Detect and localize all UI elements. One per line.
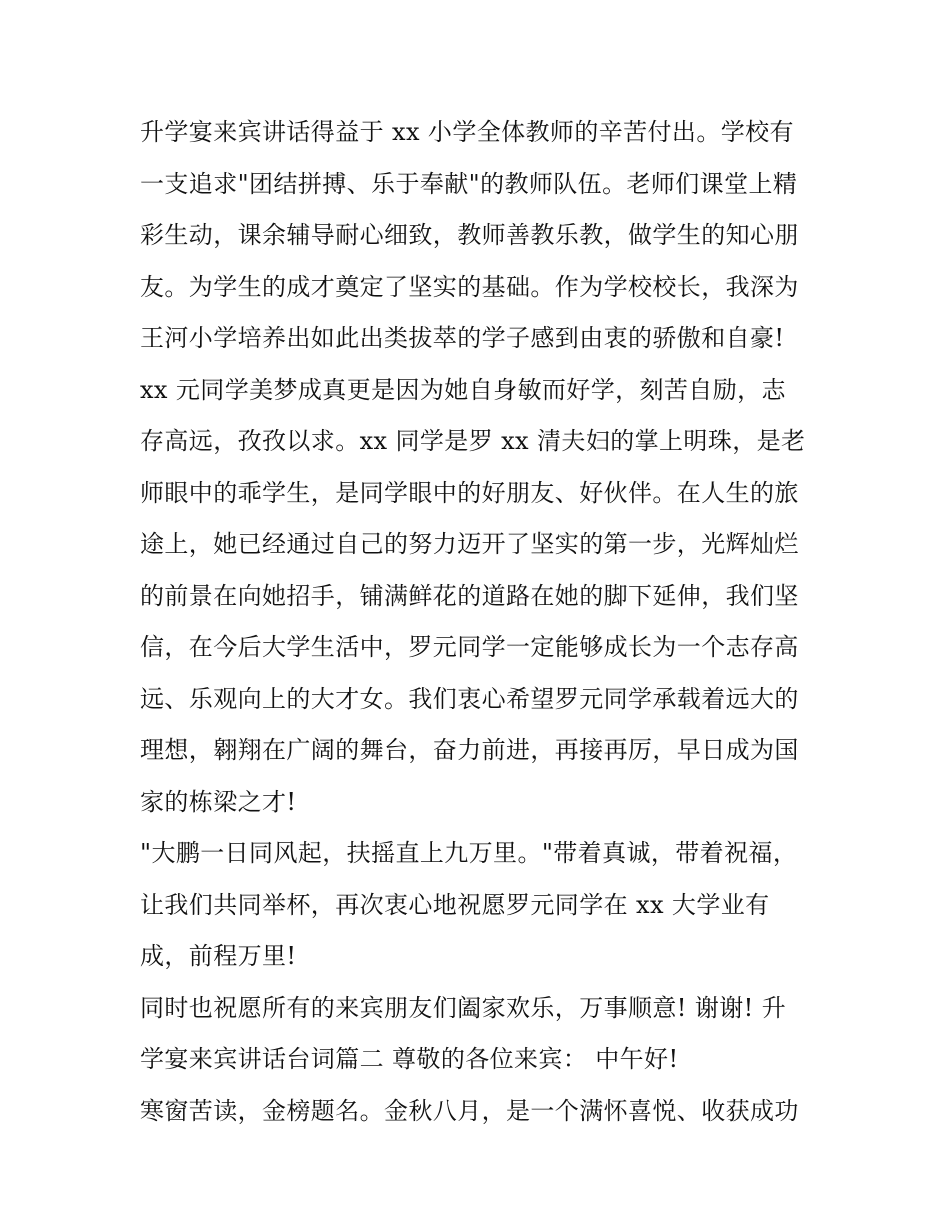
body-text: [140, 107, 830, 1137]
text-line: 的前景在向她招手，铺满鲜花的道路在她的脚下延伸，我们坚: [140, 581, 799, 610]
text-line: 师眼中的乖学生，是同学眼中的好朋友、好伙伴。在人生的旅: [140, 478, 799, 507]
text-line: 远、乐观向上的大才女。我们衷心希望罗元同学承载着远大的: [140, 684, 799, 713]
text-line: 王河小学培养出如此出类拔萃的学子感到由衷的骄傲和自豪!: [140, 324, 785, 352]
text-line: 途上，她已经通过自己的努力迈开了坚实的第一步，光辉灿烂: [140, 530, 799, 558]
text-line: 友。为学生的成才奠定了坚实的基础。作为学校校长，我深为: [140, 272, 799, 301]
text-line: 学宴来宾讲话台词篇二 尊敬的各位来宾： 中午好!: [140, 1045, 679, 1073]
text-line: 寒窗苦读，金榜题名。金秋八月，是一个满怀喜悦、收获成功: [140, 1096, 799, 1125]
text-line: xx 元同学美梦成真更是因为她自身敏而好学，刻苦自励，志: [140, 375, 786, 404]
text-line: 升学宴来宾讲话得益于 xx 小学全体教师的辛苦付出。学校有: [140, 118, 794, 146]
text-line: 一支追求"团结拼搏、乐于奉献"的教师队伍。老师们课堂上精: [140, 169, 798, 198]
text-line: "大鹏一日同风起，扶摇直上九万里。"带着真诚，带着祝福，: [140, 839, 798, 867]
text-line: 彩生动，课余辅导耐心细致，教师善教乐教，做学生的知心朋: [140, 221, 799, 249]
text-line: 存高远，孜孜以求。xx 同学是罗 xx 清夫妇的掌上明珠，是老: [140, 427, 806, 455]
text-line: 同时也祝愿所有的来宾朋友们阖家欢乐，万事顺意! 谢谢! 升: [140, 993, 787, 1022]
text-line: 信，在今后大学生活中，罗元同学一定能够成长为一个志存高: [140, 633, 799, 661]
text-line: 成，前程万里!: [140, 942, 297, 970]
text-line: 理想，翱翔在广阔的舞台，奋力前进，再接再厉，早日成为国: [140, 736, 799, 764]
text-line: 让我们共同举杯，再次衷心地祝愿罗元同学在 xx 大学业有: [140, 890, 770, 919]
text-line: 家的栋梁之才!: [140, 787, 297, 816]
